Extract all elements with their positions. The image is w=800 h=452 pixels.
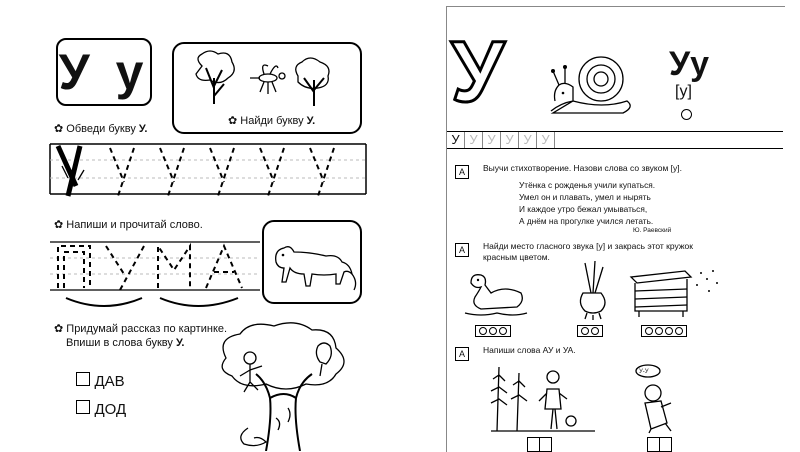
task-write-word: ✿ Напиши и прочитай слово. [54,219,203,231]
trace-letter-strip [48,138,370,200]
strip-cell: У [519,132,537,148]
word-trace-strip [48,234,262,314]
forest-girl-illustration [487,359,599,433]
letters-pair: Уу [669,45,710,83]
sound-circle[interactable] [665,327,673,335]
beehive-illustration [623,263,723,319]
letter-strip [447,131,783,149]
word-item: ДАВ [76,372,125,391]
header-letter-card [56,38,152,106]
sound-circles-duck [475,325,511,337]
big-letter: У [451,24,505,120]
onion-illustration [567,259,617,321]
tree-story-illustration [196,318,376,451]
flower-bullet-icon: ✿ [54,323,64,335]
exercise1-instruction: Выучи стихотворение. Назови слова со звуком [у]. [483,163,682,173]
abc-badge-icon: А [455,243,469,257]
find-letter-frame [172,42,362,134]
flower-bullet-icon: ✿ [228,115,238,127]
trees-and-insect-illustration [180,48,356,110]
abc-badge-icon: А [455,165,469,179]
sound-circle [681,109,692,120]
sound-circles-beehive [641,325,687,337]
strip-cell: У [465,132,483,148]
sound-circle[interactable] [645,327,653,335]
answer-boxes-ua [647,437,671,452]
task-trace-letter: ✿ Обведи букву У. [54,123,148,135]
strip-empty [555,132,783,148]
big-letter-card [451,24,513,120]
answer-box[interactable] [659,437,672,452]
strip-cell: У [447,132,465,148]
puma-illustration [264,222,360,302]
sound-circle[interactable] [479,327,487,335]
sound-circle[interactable] [489,327,497,335]
header-letters: У у [58,44,150,100]
speech-bubble: У-У [639,369,649,375]
duck-illustration [461,269,531,319]
sound-circle[interactable] [591,327,599,335]
boy-illustration [631,383,681,435]
sound-circle[interactable] [655,327,663,335]
letter-checkbox[interactable] [76,372,90,386]
task-find-letter: ✿ Найди букву У. [228,115,316,127]
sound-circles-onion [577,325,603,337]
answer-boxes-au [527,437,551,452]
strip-cell: У [501,132,519,148]
task-story: ✿ Придумай рассказ по картинке. Впиши в слова букву У. [54,323,228,349]
transcription: [у] [675,83,692,100]
answer-box[interactable] [539,437,552,452]
snail-illustration [543,51,639,121]
sound-circle[interactable] [581,327,589,335]
exercise3-instruction: Напиши слова АУ и УА. [483,345,576,355]
exercise2-instruction: Найди место гласного звука [у] и закрась этот кружок красным цветом. [483,241,693,262]
letter-checkbox[interactable] [76,400,90,414]
flower-bullet-icon: ✿ [54,123,64,135]
puma-picture-frame [262,220,362,304]
word-item: ДОД [76,400,126,419]
strip-cell: У [483,132,501,148]
abc-badge-icon: А [455,347,469,361]
poem: Утёнка с рожденья учили купаться. Умел он и плавать, умел и нырять И каждое утро бежал умываться, А днём на прогулке учился летать. [519,180,656,226]
right-workbook-page [446,6,785,452]
sound-circle[interactable] [499,327,507,335]
strip-cell: У [537,132,555,148]
sound-circle[interactable] [675,327,683,335]
poem-author: Ю. Раевский [633,227,672,234]
flower-bullet-icon: ✿ [54,219,64,231]
